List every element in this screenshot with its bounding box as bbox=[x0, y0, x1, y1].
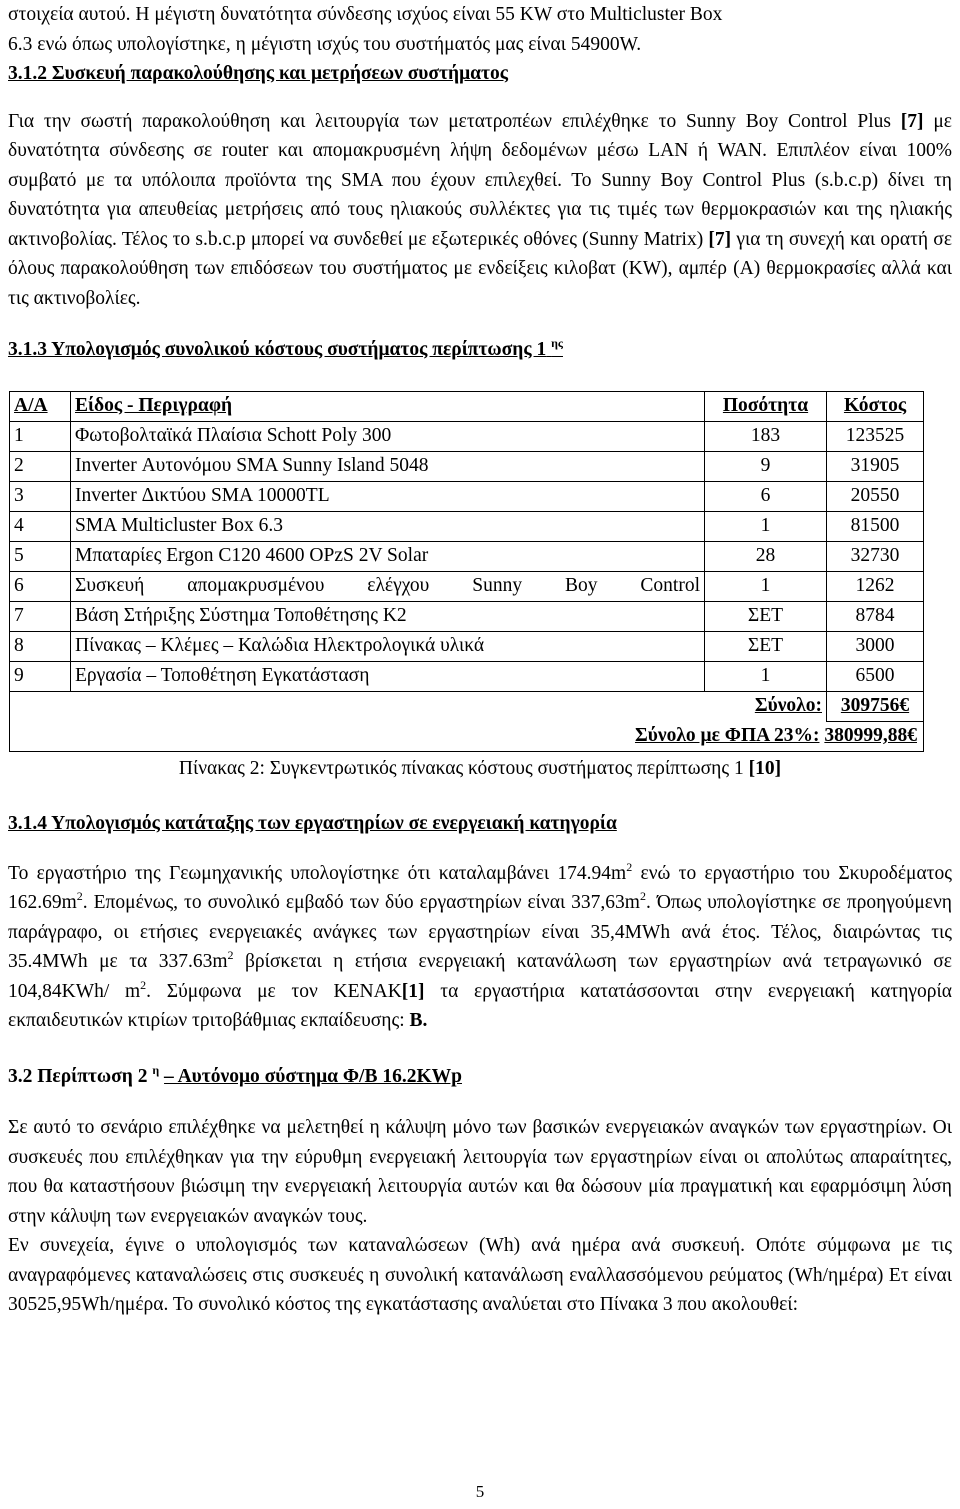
top-paragraph bbox=[8, 0, 952, 59]
table-row: 7 Βάση Στήριξης Σύστημα Τοποθέτησης K2 ΣΕΤ 8784 bbox=[10, 601, 924, 631]
top-paragraph-line-1: στοιχεία αυτού. Η μέγιστη δυνατότητα σύνδεσης ισχύος είναι 55 KW στο Multicluster Box bbox=[8, 4, 723, 25]
section-3-1-4-body: Το εργαστήριο της Γεωμηχανικής υπολογίστηκε ότι καταλαμβάνει $174.94m^2$ ενώ το εργαστήριο του Σκυροδέματος $162.69m^2$. Επομένως, το συνολικό εμβαδό των δύο εργαστηρίων είναι $337,63m^2$. Όπως υπολογίστηκε σε προηγούμενη παράγραφο, οι ετήσιες ενεργειακές ανάγκες των εργαστηρίων είναι 35,4MWh ανά έτος. Τέλος, διαιρώντας τις 35.4MWh με τα $337.63m^2$ βρίσκεται η ετήσια ενεργειακή κατανάλωση των εργαστηρίων ανά τετραγωνικό σε 104,84KWh/ $m^2$. Σύμφωνα με τον ΚΕΝΑΚ[1] τα εργαστήρια κατατάσσονται στην ενεργειακή κατηγορία εκπαιδευτικών κτιρίων τριτοβάθμιας εκπαίδευσης: B. bbox=[8, 859, 952, 1031]
reference-7: [7] bbox=[900, 110, 924, 132]
total-row bbox=[10, 691, 924, 721]
table-row: 8 Πίνακας – Κλέμες – Καλώδια Ηλεκτρολογικά υλικά ΣΕΤ 3000 bbox=[10, 631, 924, 661]
section-3-2-paragraph-1: Σε αυτό το σενάριο επιλέχθηκε να μελετηθεί η κάλυψη μόνο των βασικών ενεργειακών αναγκών των εργαστηρίων. Οι συσκευές που επιλέχθηκαν για την εύρυθμη ενεργειακή λειτουργία των εργαστηρίων είναι οι απολύτως απαραίτητες, που θα καταστήσουν βιώσιμη την ενεργειακή λειτουργία αυτών και θα δώσουν μία πραγματική και εφαρμόσιμη λύση στην κάλυψη των ενεργειακών αναγκών τους. bbox=[8, 1117, 952, 1227]
section-3-2-paragraph-2: Εν συνεχεία, έγινε ο υπολογισμός των καταναλώσεων (Wh) ανά ημέρα ανά συσκευή. Οπότε σύμφωνα με τις αναγραφόμενες καταναλώσεις στις συσκευές η συνολική κατανάλωση εναλλασσόμενου ρεύματος (Wh/ημέρα) Ετ είναι 30525,95Wh/ημέρα. Το συνολικό κόστος της εγκατάστασης αναλύεται στο Πίνακα 3 που ακολουθεί: bbox=[8, 1235, 952, 1315]
reference-7b: [7] bbox=[708, 228, 732, 250]
table-row: 1 Φωτοβολταϊκά Πλαίσια Schott Poly 300 183 123525 bbox=[10, 421, 924, 451]
section-3-1-3-title: 3.1.3 Υπολογισμός συνολικού κόστους συστήματος περίπτωσης 1 $^{\eta\varsigma}$ bbox=[8, 336, 563, 360]
header-aa: Α/Α bbox=[10, 391, 71, 421]
section-3-1-2-title: 3.1.2 Συσκευή παρακολούθησης και μετρήσεων συστήματος bbox=[8, 63, 508, 84]
energy-grade: B. bbox=[409, 1010, 428, 1031]
document-page bbox=[8, 0, 952, 1320]
table-row: 6 Συσκευή απομακρυσμένου ελέγχου Sunny Boy Control 1 1262 bbox=[10, 571, 924, 601]
table-row: 2 Inverter Αυτονόμου SMA Sunny Island 5048 9 31905 bbox=[10, 451, 924, 481]
cost-table bbox=[9, 391, 924, 752]
header-description: Είδος - Περιγραφή bbox=[71, 391, 705, 421]
vat-total-value: 380999,88€ bbox=[824, 725, 917, 746]
table-header-row bbox=[10, 391, 924, 421]
vat-total-label: Σύνολο με ΦΠΑ 23%: bbox=[634, 725, 820, 746]
section-3-1-2-body: Για την σωστή παρακολούθηση και λειτουργία των μετατροπέων επιλέχθηκε το Sunny Boy Control Plus [7] με δυνατότητα σύνδεσης σε router και απομακρυσμένη λήψη δεδομένων μέσω LAN ή WAN. Επιπλέον είναι 100% συμβατό με τα υπόλοιπα προϊόντα της SMA που έχουν επιλεχθεί. Το Sunny Boy Control Plus (s.b.c.p) δίνει τη δυνατότητα για απευθείας μετρήσεις από τους ηλιακούς συλλέκτες για τις τιμές των θερμοκρασιών και της ηλιακής ακτινοβολίας. Τέλος το s.b.c.p μπορεί να συνδεθεί με εξωτερικές οθόνες (Sunny Matrix) [7] για τη συνεχή και ορατή σε όλους παρακολούθηση των επιδόσεων του συστήματος με ενδείξεις κιλοβατ (KW), αμπέρ (A) θερμοκρασίες αλλά και τις ακτινοβολίες. bbox=[8, 110, 953, 309]
total-label: Σύνολο: bbox=[754, 695, 822, 717]
section-3-2-title: 3.2 Περίπτωση 2 $^\eta$ – Αυτόνομο σύστημα Φ/Β 16.2KWp bbox=[8, 1062, 462, 1087]
table-row: 3 Inverter Δικτύου SMA 10000TL 6 20550 bbox=[10, 481, 924, 511]
table-row: 5 Μπαταρίες Ergon C120 4600 OPzS 2V Solar 28 32730 bbox=[10, 541, 924, 571]
page-number: 5 bbox=[475, 1482, 485, 1501]
top-paragraph-line-2: 6.3 ενώ όπως υπολογίστηκε, η μέγιστη ισχύς του συστήματός μας είναι 54900W. bbox=[8, 33, 642, 55]
table-caption: Πίνακας 2: Συγκεντρωτικός πίνακας κόστους συστήματος περίπτωσης 1 [10] bbox=[178, 757, 782, 779]
caption-reference: [10] bbox=[748, 757, 782, 779]
vat-total-row bbox=[10, 721, 924, 751]
reference-1: [1] bbox=[401, 980, 425, 1002]
header-quantity: Ποσότητα bbox=[705, 391, 827, 421]
section-3-1-3-sup: ης bbox=[551, 336, 563, 350]
section-3-1-4-title: 3.1.4 Υπολογισμός κατάταξης των εργαστηρίων σε ενεργειακή κατηγορία bbox=[8, 813, 617, 834]
table-row: 9 Εργασία – Τοποθέτηση Εγκατάσταση 1 6500 bbox=[10, 661, 924, 691]
total-value: 309756€ bbox=[827, 691, 924, 721]
header-cost: Κόστος bbox=[827, 391, 924, 421]
table-row: 4 SMA Multicluster Box 6.3 1 81500 bbox=[10, 511, 924, 541]
